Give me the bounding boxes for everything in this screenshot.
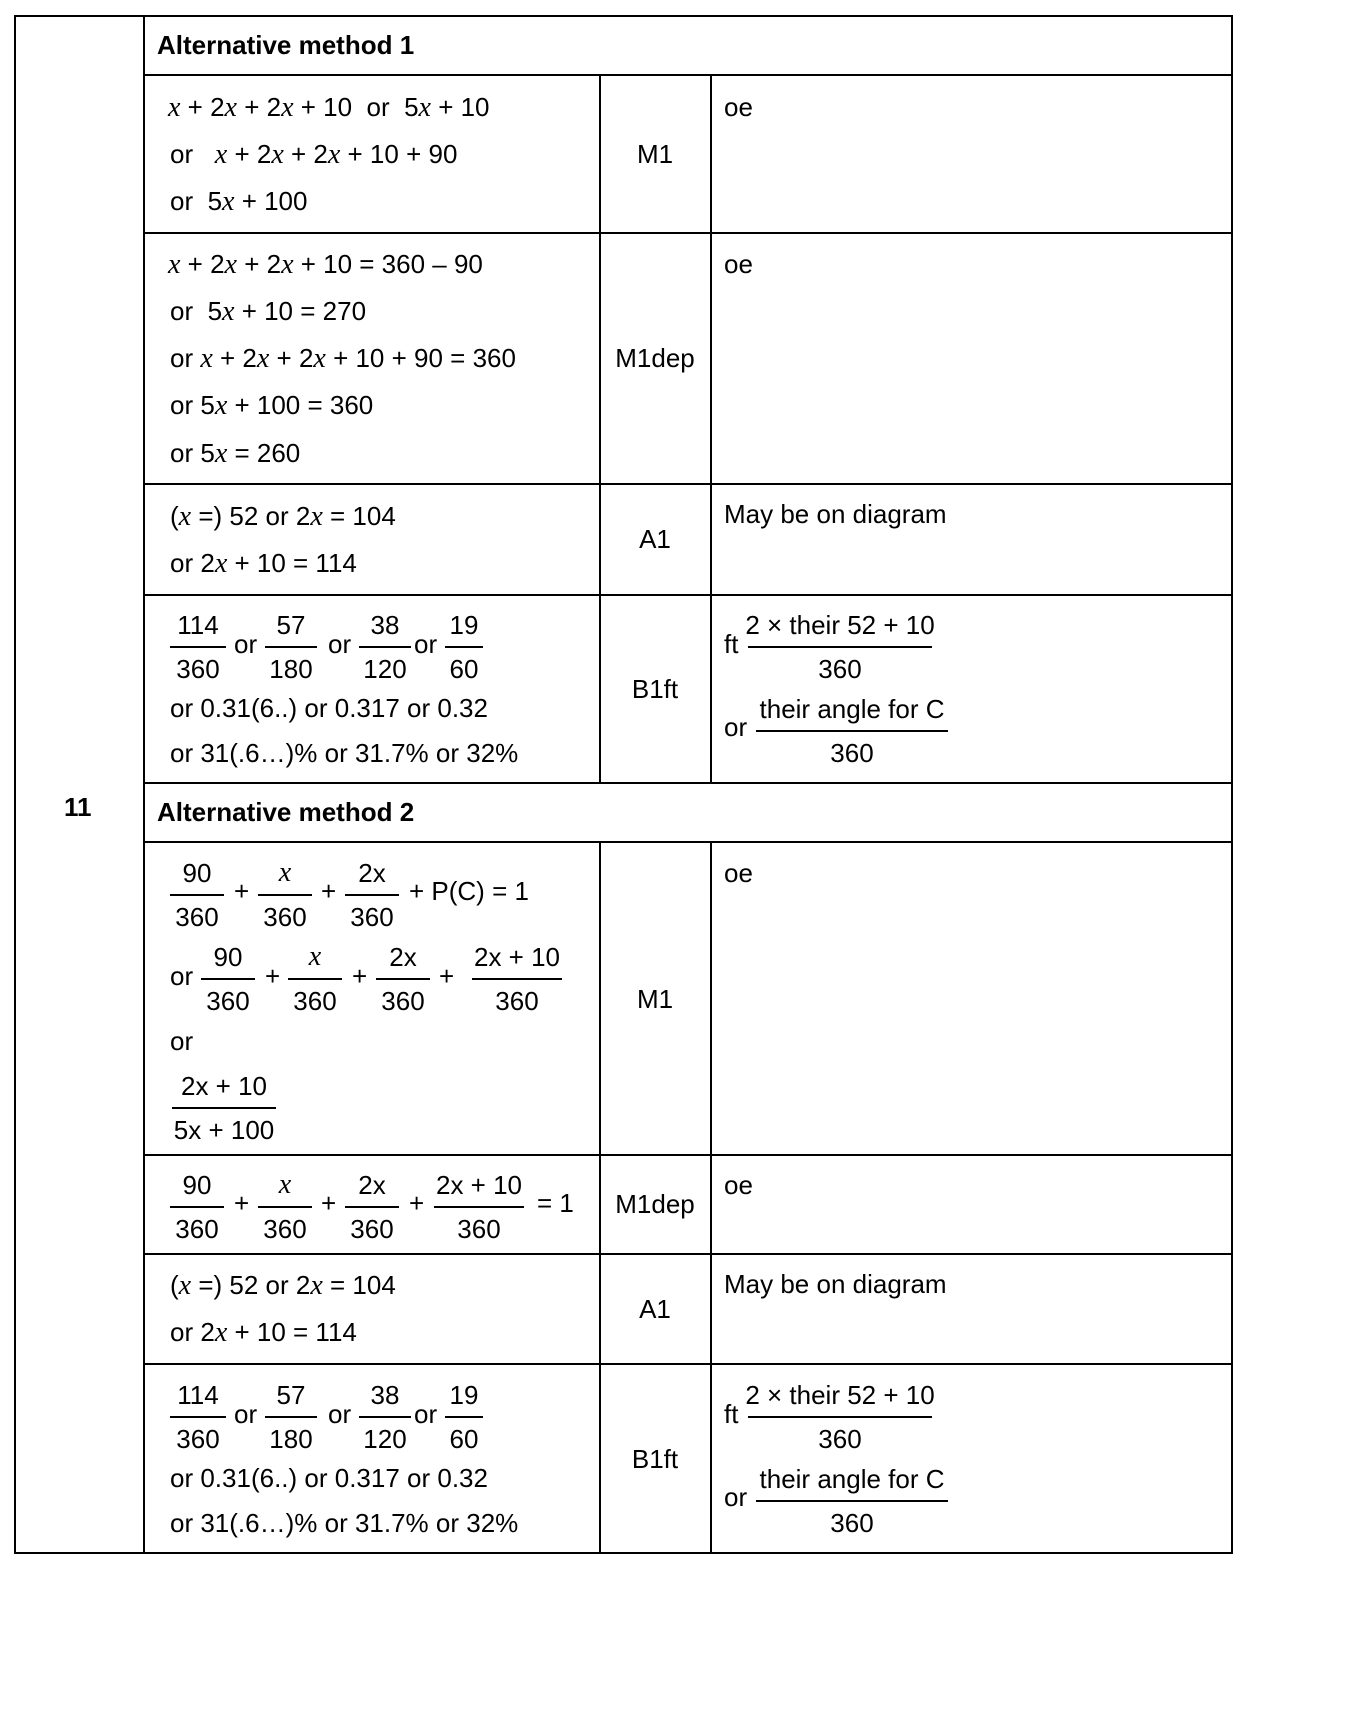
alt2-pc-equation: + P(C) = 1 xyxy=(409,876,529,906)
alt1-row2-line2: or 5x + 10 = 270 xyxy=(170,296,367,327)
plus-sign: + xyxy=(234,1188,250,1218)
alt2-row4-line2: or 0.31(6..) or 0.317 or 0.32 xyxy=(170,1463,488,1493)
alt1-heading: Alternative method 1 xyxy=(157,30,415,60)
alt1-comment-ft: ft xyxy=(724,629,739,659)
alt2-frac-38-120: 38 120 xyxy=(359,1380,411,1454)
alt2-r1-frac-x: x 360 xyxy=(258,858,312,932)
alt2-comment-or: or xyxy=(724,1482,748,1512)
alt1-or-3: or xyxy=(414,629,438,659)
alt2-r2-frac-90: 90 360 xyxy=(170,1170,224,1244)
alt1-row3-line2: or 2x + 10 = 114 xyxy=(170,548,357,579)
alt1-comment-frac1: 2 × their 52 + 10 360 xyxy=(745,610,935,684)
alt2-row2-comment: oe xyxy=(724,1170,753,1200)
alt1-comment-or: or xyxy=(724,712,748,742)
alt1-row2-line4: or 5x + 100 = 360 xyxy=(170,390,374,421)
alt2-r1b-frac-90: 90 360 xyxy=(201,942,255,1016)
alt2-row1-mark: M1 xyxy=(636,984,674,1014)
alt2-row3-mark: A1 xyxy=(639,1294,671,1324)
alt2-or-2: or xyxy=(328,1399,352,1429)
plus-sign: + xyxy=(234,876,250,906)
alt2-frac-57-180: 57 180 xyxy=(265,1380,317,1454)
alt1-row2-mark: M1dep xyxy=(615,343,695,373)
alt2-r1-frac-90: 90 360 xyxy=(170,858,224,932)
plus-sign: + xyxy=(321,876,337,906)
alt1-or-1: or xyxy=(234,629,258,659)
alt2-r2-frac-2x10: 2x + 10 360 xyxy=(436,1170,523,1244)
alt2-row4-mark: B1ft xyxy=(631,1444,679,1474)
alt1-frac-19-60: 19 60 xyxy=(445,610,483,684)
alt2-r1-frac-final: 2x + 10 5x + 100 xyxy=(173,1071,275,1145)
alt1-row2-line5: or 5x = 260 xyxy=(170,438,301,469)
alt2-row2-mark: M1dep xyxy=(615,1189,695,1219)
alt1-frac-38-120: 38 120 xyxy=(359,610,411,684)
alt2-comment-ft: ft xyxy=(724,1399,739,1429)
alt2-r2-frac-2x: 2x 360 xyxy=(345,1170,399,1244)
alt2-heading: Alternative method 2 xyxy=(157,797,415,827)
alt2-or-b: or xyxy=(170,1026,194,1056)
alt2-comment-frac1: 2 × their 52 + 10 360 xyxy=(745,1380,935,1454)
alt2-row3-comment: May be on diagram xyxy=(724,1269,947,1299)
alt2-comment-frac2: their angle for C 360 xyxy=(756,1464,948,1538)
alt2-r1b-frac-2x10: 2x + 10 360 xyxy=(474,942,561,1016)
alt2-or-a: or xyxy=(170,961,194,991)
alt2-row4-line3: or 31(.6…)% or 31.7% or 32% xyxy=(170,1508,519,1538)
alt1-row2-line3: or x + 2x + 2x + 10 + 90 = 360 xyxy=(170,343,516,374)
plus-sign: + xyxy=(352,961,368,991)
alt1-row1-line1: x + 2x + 2x + 10 or 5x + 10 xyxy=(168,92,490,123)
alt2-r1-frac-2x: 2x 360 xyxy=(345,858,399,932)
alt2-r1b-frac-x: x 360 xyxy=(288,942,342,1016)
alt1-comment-frac2: their angle for C 360 xyxy=(756,694,948,768)
alt1-row1-line2: or x + 2x + 2x + 10 + 90 xyxy=(170,139,458,170)
alt1-row3-comment: May be on diagram xyxy=(724,499,947,529)
plus-sign: + xyxy=(265,961,281,991)
alt2-or-3: or xyxy=(414,1399,438,1429)
plus-sign: + xyxy=(321,1188,337,1218)
alt2-r1b-frac-2x: 2x 360 xyxy=(376,942,430,1016)
alt1-or-2: or xyxy=(328,629,352,659)
alt1-row1-mark: M1 xyxy=(636,139,674,169)
alt2-row1-comment: oe xyxy=(724,858,753,888)
alt1-row4-mark: B1ft xyxy=(631,674,679,704)
alt2-row3-line2: or 2x + 10 = 114 xyxy=(170,1317,357,1348)
alt1-row4-line2: or 0.31(6..) or 0.317 or 0.32 xyxy=(170,693,488,723)
alt1-row1-comment: oe xyxy=(724,92,753,122)
plus-sign: + xyxy=(439,961,455,991)
question-number: 11 xyxy=(64,792,92,822)
alt1-row3-mark: A1 xyxy=(639,524,671,554)
alt1-row4-line3: or 31(.6…)% or 31.7% or 32% xyxy=(170,738,519,768)
alt2-or-1: or xyxy=(234,1399,258,1429)
alt2-frac-114-360: 114 360 xyxy=(170,1380,226,1454)
alt1-frac-114-360: 114 360 xyxy=(170,610,226,684)
alt1-frac-57-180: 57 180 xyxy=(265,610,317,684)
alt1-row3-line1: (x =) 52 or 2x = 104 xyxy=(170,501,396,532)
alt2-frac-19-60: 19 60 xyxy=(445,1380,483,1454)
alt1-row2-comment: oe xyxy=(724,249,753,279)
alt1-row1-line3: or 5x + 100 xyxy=(170,186,308,217)
alt2-r2-equals: = 1 xyxy=(537,1188,574,1218)
alt2-row3-line1: (x =) 52 or 2x = 104 xyxy=(170,1270,396,1301)
alt2-r2-frac-x: x 360 xyxy=(258,1170,312,1244)
alt1-row2-line1: x + 2x + 2x + 10 = 360 – 90 xyxy=(168,249,483,280)
plus-sign: + xyxy=(409,1188,425,1218)
